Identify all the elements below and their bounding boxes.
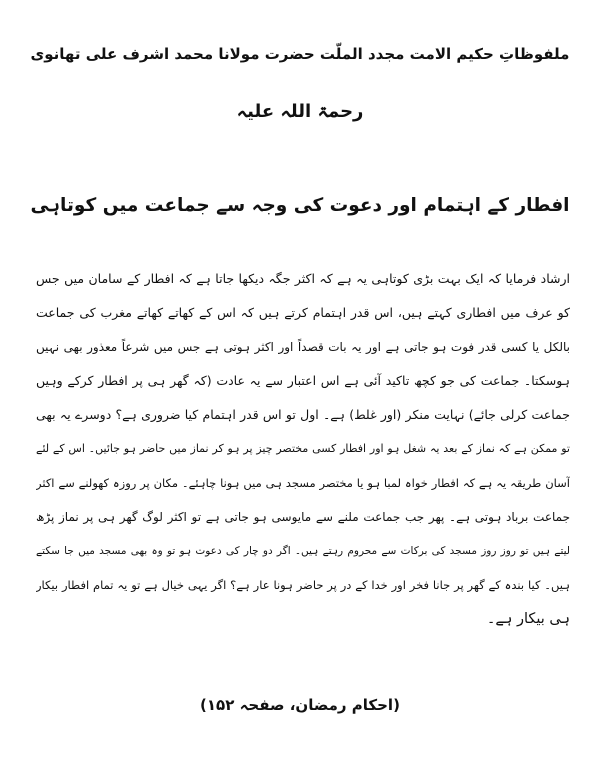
page-title: ملفوظاتِ حکیم الامت مجدد الملّت حضرت مولانا محمد اشرف علی تھانوی: [30, 45, 570, 63]
body-line: ہوسکتا۔ جماعت کی جو کچھ تاکید آئی ہے اس اعتبار سے یہ عادت (کہ گھر ہی پر افطار کرکے وہیں: [36, 373, 570, 388]
page-subtitle: رحمۃ اللہ علیہ: [236, 101, 364, 122]
body-line: تو ممکن ہے کہ نماز کے بعد یہ شغل ہو اور افطار کسی مختصر چیز پر ہو کر نماز میں حاضر ہو جائیں۔ اس کے لئے: [36, 442, 570, 455]
body-paragraph: [36, 262, 570, 636]
body-line: کو عرف میں افطاری کہتے ہیں، اس قدر اہتمام کرتے ہیں کہ اس کے کھاتے کھاتے مغرب کی جماعت: [36, 305, 570, 320]
body-line: بالکل یا کسی قدر فوت ہو جاتی ہے اور یہ بات قصداً اور اکثر ہوتی ہے جس میں شرعاً معذور بھی نہیں: [36, 340, 570, 354]
section-heading: افطار کے اہتمام اور دعوت کی وجہ سے جماعت میں کوتاہی: [30, 195, 570, 216]
body-line: لیتے ہیں تو روز روز مسجد کی برکات سے محروم رہتے ہیں۔ اگر دو چار کی دعوت ہو تو وہ بھی مسجد میں جا سکتے: [36, 545, 570, 557]
body-line: ہی بیکار ہے۔: [486, 611, 570, 627]
body-line: جماعت برباد ہوتی ہے۔ پھر جب جماعت ملنے سے مایوسی ہو جاتی ہے تو اکثر لوگ گھر ہی پر نماز پڑھ: [36, 510, 570, 524]
body-line: آسان طریقہ یہ ہے کہ افطار خواہ لمبا ہو یا مختصر مسجد ہی میں ہونا چاہئے۔ مکان پر روزہ کھولنے سے اکثر: [36, 476, 570, 490]
body-line: ارشاد فرمایا کہ ایک بہت بڑی کوتاہی یہ ہے کہ اکثر جگہ دیکھا جاتا ہے کہ افطار کے سامان میں جس: [36, 271, 570, 286]
body-line: جماعت کرلی جائے) نہایت منکر (اور غلط) ہے۔ اول تو اس قدر اہتمام کیا ضروری ہے؟ دوسرے یہ بھی: [36, 407, 570, 422]
source-reference: (احکام رمضان، صفحہ ۱۵۲): [200, 696, 400, 714]
body-line: ہیں۔ کیا بندہ کے گھر پر جانا فخر اور خدا کے در پر حاضر ہونا عار ہے؟ اگر یہی خیال ہے تو یہ تمام افطار بیکار: [36, 578, 570, 592]
